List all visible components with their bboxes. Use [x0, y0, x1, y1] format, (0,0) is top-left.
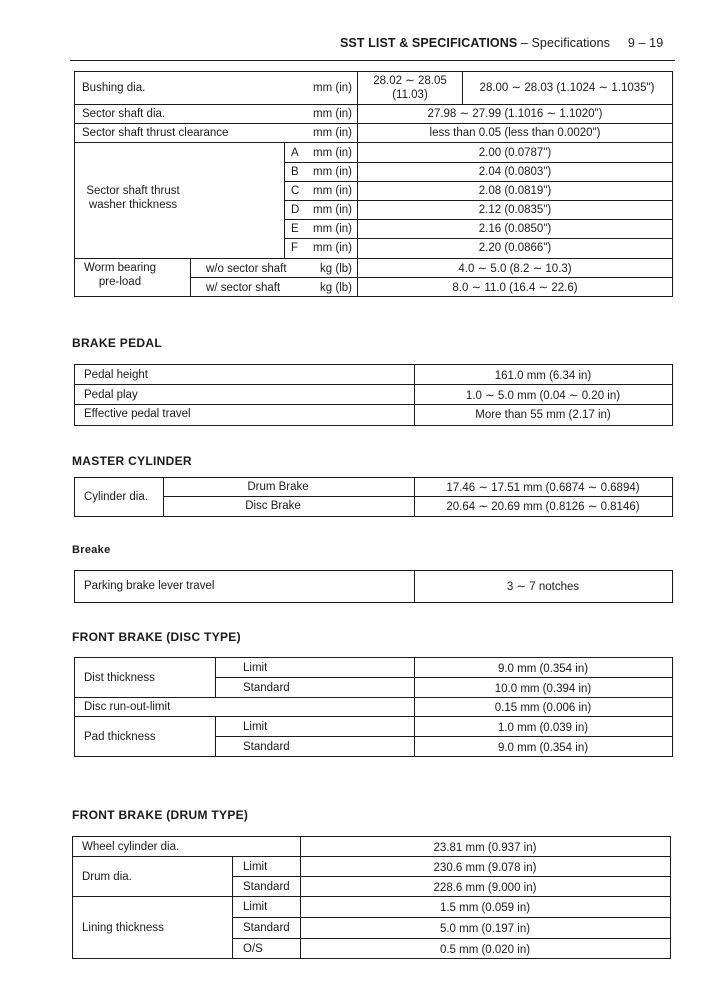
bushing-value-1b: (11.03) [392, 89, 428, 101]
cylinder-dia-label: Cylinder dia. [84, 491, 148, 503]
sector-dia-unit: mm (in) [313, 108, 352, 120]
drum-standard-value: 228.6 mm (9.000 in) [433, 882, 537, 894]
lining-standard-label: Standard [243, 922, 290, 934]
washer-label-2: washer thickness [88, 199, 178, 211]
bushing-value-2: 28.00 ∼ 28.03 (1.1024 ∼ 1.1035") [479, 82, 655, 94]
drum-dia-label: Drum dia. [82, 871, 132, 883]
washer-unit-b: mm (in) [313, 166, 352, 178]
washer-label-1: Sector shaft thrust [86, 185, 180, 197]
washer-grade-d: D [291, 204, 300, 216]
parking-brake-value: 3 ∼ 7 notches [506, 581, 580, 593]
lining-limit-label: Limit [243, 901, 268, 913]
sector-dia-label: Sector shaft dia. [82, 108, 166, 120]
pedal-play-label: Pedal play [84, 389, 138, 401]
master-cylinder-heading: MASTER CYLINDER [72, 454, 192, 468]
lining-os-label: O/S [243, 943, 263, 955]
washer-grade-c: C [291, 185, 300, 197]
washer-unit-d: mm (in) [313, 204, 352, 216]
pedal-height-label: Pedal height [84, 369, 148, 381]
washer-value-e: 2.16 (0.0850") [478, 223, 552, 235]
pedal-height-value: 161.0 mm (6.34 in) [494, 370, 592, 382]
header-subtitle: Specifications [531, 36, 611, 50]
pad-standard-value: 9.0 mm (0.354 in) [497, 742, 589, 754]
worm-value-wo: 4.0 ∼ 5.0 (8.2 ∼ 10.3) [458, 263, 572, 275]
washer-grade-b: B [291, 166, 299, 178]
worm-label-2: pre-load [98, 276, 142, 288]
parking-brake-label: Parking brake lever travel [84, 580, 215, 592]
front-drum-heading: FRONT BRAKE (DRUM TYPE) [72, 808, 249, 822]
dist-thickness-label: Dist thickness [84, 672, 155, 684]
header-rule [70, 60, 675, 61]
bushing-value-1a: 28.02 ∼ 28.05 [373, 75, 447, 87]
drum-standard-label: Standard [243, 881, 290, 893]
washer-unit-a: mm (in) [313, 147, 352, 159]
wheel-cylinder-value: 23.81 mm (0.937 in) [433, 842, 537, 854]
drum-brake-label: Drum Brake [247, 481, 309, 493]
drum-brake-value: 17.46 ∼ 17.51 mm (0.6874 ∼ 0.6894) [446, 482, 640, 494]
washer-value-b: 2.04 (0.0803") [478, 166, 552, 178]
washer-grade-a: A [291, 147, 299, 159]
washer-grade-e: E [291, 223, 299, 235]
drum-limit-label: Limit [243, 861, 268, 873]
clearance-unit: mm (in) [313, 127, 352, 139]
brake-pedal-heading: BRAKE PEDAL [72, 336, 162, 350]
sector-dia-value: 27.98 ∼ 27.99 (1.1016 ∼ 1.1020") [427, 108, 603, 120]
page-header: SST LIST & SPECIFICATIONS – Specifications 9 – 19 [340, 36, 664, 50]
worm-label-1: Worm bearing [83, 262, 157, 274]
washer-value-d: 2.12 (0.0835") [478, 204, 552, 216]
worm-unit-wo: kg (lb) [320, 263, 352, 275]
pad-standard-label: Standard [243, 741, 290, 753]
page-number: 9 – 19 [627, 36, 664, 50]
washer-grade-f: F [291, 242, 299, 254]
breake-heading: Breake [72, 544, 111, 556]
washer-value-c: 2.08 (0.0819") [478, 185, 552, 197]
lining-os-value: 0.5 mm (0.020 in) [439, 944, 531, 956]
washer-unit-c: mm (in) [313, 185, 352, 197]
dist-standard-value: 10.0 mm (0.394 in) [494, 683, 592, 695]
washer-value-f: 2.20 (0.0866") [478, 242, 552, 254]
dist-limit-value: 9.0 mm (0.354 in) [497, 663, 589, 675]
drum-limit-value: 230.6 mm (9.078 in) [433, 862, 537, 874]
wheel-cylinder-label: Wheel cylinder dia. [82, 841, 180, 853]
washer-unit-f: mm (in) [313, 242, 352, 254]
worm-unit-w: kg (lb) [320, 282, 352, 294]
pedal-travel-label: Effective pedal travel [84, 408, 191, 420]
clearance-label: Sector shaft thrust clearance [82, 127, 229, 139]
header-title: SST LIST & SPECIFICATIONS [340, 36, 518, 50]
worm-value-w: 8.0 ∼ 11.0 (16.4 ∼ 22.6) [452, 282, 578, 294]
runout-value: 0.15 mm (0.006 in) [494, 702, 592, 714]
lining-standard-value: 5.0 mm (0.197 in) [439, 923, 531, 935]
pedal-play-value: 1.0 ∼ 5.0 mm (0.04 ∼ 0.20 in) [465, 390, 621, 402]
bushing-unit: mm (in) [313, 82, 352, 94]
washer-value-a: 2.00 (0.0787") [478, 147, 552, 159]
front-disc-heading: FRONT BRAKE (DISC TYPE) [72, 630, 241, 644]
disc-brake-label: Disc Brake [245, 500, 301, 512]
pad-limit-value: 1.0 mm (0.039 in) [497, 722, 589, 734]
pad-thickness-label: Pad thickness [84, 731, 156, 743]
disc-brake-value: 20.64 ∼ 20.69 mm (0.8126 ∼ 0.8146) [446, 501, 640, 513]
clearance-value: less than 0.05 (less than 0.0020") [429, 127, 601, 139]
washer-unit-e: mm (in) [313, 223, 352, 235]
bushing-label: Bushing dia. [82, 82, 146, 94]
dist-standard-label: Standard [243, 682, 290, 694]
worm-cond-w: w/ sector shaft [206, 282, 281, 294]
worm-cond-wo: w/o sector shaft [206, 263, 287, 275]
runout-label: Disc run-out-limit [84, 701, 171, 713]
dist-limit-label: Limit [243, 662, 268, 674]
lining-limit-value: 1.5 mm (0.059 in) [439, 902, 531, 914]
pad-limit-label: Limit [243, 721, 268, 733]
pedal-travel-value: More than 55 mm (2.17 in) [475, 409, 611, 421]
lining-thickness-label: Lining thickness [82, 922, 164, 934]
